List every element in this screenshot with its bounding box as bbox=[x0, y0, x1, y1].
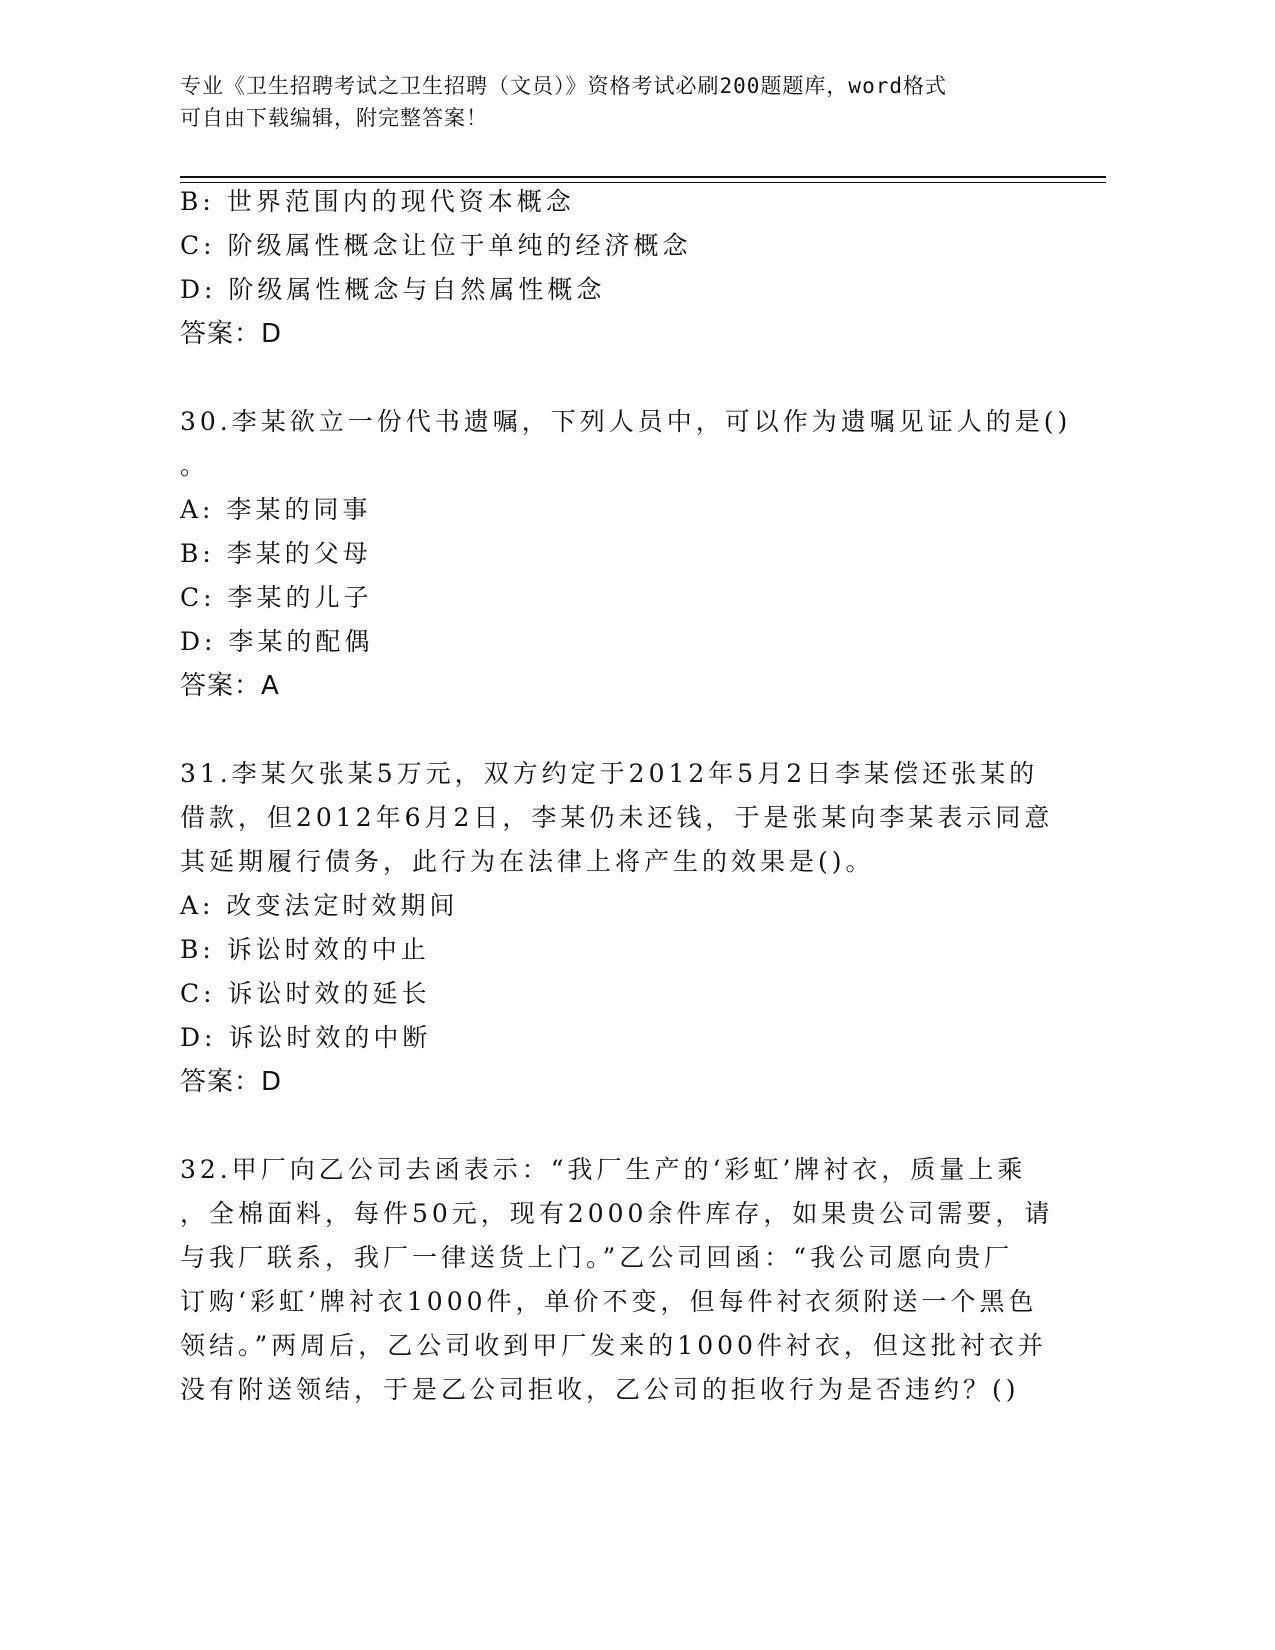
question-31-option-d: D: 诉讼时效的中断 bbox=[180, 1023, 432, 1052]
question-31-option-b: B: 诉讼时效的中止 bbox=[180, 935, 430, 964]
question-content bbox=[180, 180, 1072, 1412]
header-line-1: 专业《卫生招聘考试之卫生招聘（文员）》资格考试必刷200题题库，word格式 bbox=[180, 74, 947, 98]
question-29-option-c: C: 阶级属性概念让位于单纯的经济概念 bbox=[180, 231, 692, 260]
question-31-stem-line-1: 31.李某欠张某5万元，双方约定于2012年5月2日李某偿还张某的 bbox=[180, 759, 1039, 788]
question-32-stem-line-1: 32.甲厂向乙公司去函表示：“我厂生产的‘彩虹’牌衬衣，质量上乘 bbox=[180, 1155, 1027, 1184]
question-31-stem-line-3: 其延期履行债务，此行为在法律上将产生的效果是()。 bbox=[180, 847, 875, 876]
question-32-stem-line-6: 没有附送领结，于是乙公司拒收，乙公司的拒收行为是否违约？() bbox=[180, 1375, 1020, 1404]
question-31-stem-line-2: 借款，但2012年6月2日，李某仍未还钱，于是张某向李某表示同意 bbox=[180, 803, 1054, 832]
question-31-block bbox=[180, 752, 1054, 1104]
question-32-stem-line-2: ，全棉面料，每件50元，现有2000余件库存，如果贵公司需要，请 bbox=[180, 1199, 1054, 1228]
question-32-stem-line-4: 订购‘彩虹’牌衬衣1000件，单价不变，但每件衬衣须附送一个黑色 bbox=[180, 1287, 1038, 1316]
question-30-stem-line-1: 30.李某欲立一份代书遗嘱，下列人员中，可以作为遗嘱见证人的是() bbox=[180, 407, 1072, 436]
question-32-stem-line-3: 与我厂联系，我厂一律送货上门。”乙公司回函：“我公司愿向贵厂 bbox=[180, 1243, 1014, 1272]
document-header bbox=[180, 70, 1060, 134]
question-30-option-c: C: 李某的儿子 bbox=[180, 583, 373, 612]
question-30-option-a: A: 李某的同事 bbox=[180, 495, 372, 524]
question-30-block bbox=[180, 400, 1072, 708]
question-32-stem-line-5: 领结。”两周后，乙公司收到甲厂发来的1000件衬衣，但这批衬衣并 bbox=[180, 1331, 1047, 1360]
question-30-stem-line-2: 。 bbox=[180, 451, 210, 480]
question-30-option-b: B: 李某的父母 bbox=[180, 539, 372, 568]
question-spacer bbox=[180, 708, 1040, 752]
header-line-2: 可自由下载编辑，附完整答案！ bbox=[180, 106, 488, 130]
question-31-answer: 答案：D bbox=[180, 1067, 283, 1097]
question-32-block bbox=[180, 1148, 1054, 1412]
question-spacer bbox=[180, 356, 1040, 400]
question-29-option-d: D: 阶级属性概念与自然属性概念 bbox=[180, 275, 606, 304]
question-30-option-d: D: 李某的配偶 bbox=[180, 627, 374, 656]
question-29-option-b: B: 世界范围内的现代资本概念 bbox=[180, 187, 575, 216]
header-divider-thick bbox=[180, 176, 1106, 178]
question-29-answer: 答案：D bbox=[180, 319, 283, 349]
question-29-block bbox=[180, 180, 1040, 356]
question-31-option-c: C: 诉讼时效的延长 bbox=[180, 979, 431, 1008]
question-31-option-a: A: 改变法定时效期间 bbox=[180, 891, 459, 920]
question-30-answer: 答案：A bbox=[180, 671, 280, 701]
question-spacer bbox=[180, 1104, 1040, 1148]
